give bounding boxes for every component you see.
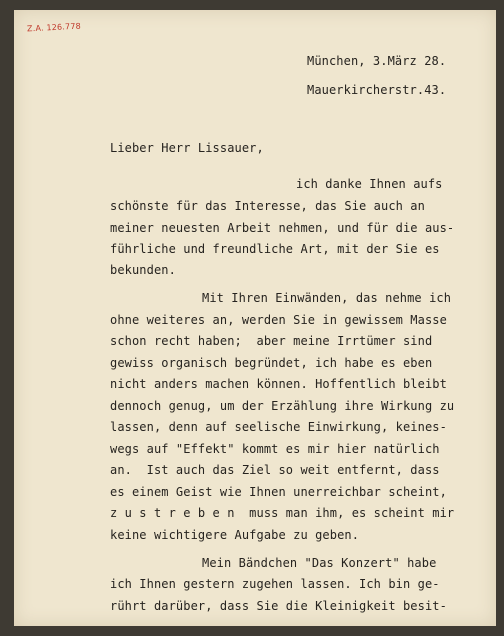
body-line: meiner neuesten Arbeit nehmen, und für die aus- [110, 221, 455, 235]
letter-page [14, 10, 496, 626]
body-line: ich danke Ihnen aufs [296, 177, 443, 191]
body-line: keine wichtigere Aufgabe zu geben. [110, 528, 360, 542]
address-line: Mauerkircherstr.43. [307, 83, 447, 97]
body-line: nicht anders machen können. Hoffentlich bleibt [110, 377, 447, 391]
body-line: Mein Bändchen "Das Konzert" habe [202, 556, 437, 570]
body-line: gewiss organisch begründet, ich habe es eben [110, 356, 433, 370]
body-line: Mit Ihren Einwänden, das nehme ich [202, 291, 452, 305]
body-line: wegs auf "Effekt" kommt es mir hier natürlich [110, 442, 440, 456]
body-line: schon recht haben; aber meine Irrtümer sind [110, 334, 433, 348]
body-line: dennoch genug, um der Erzählung ihre Wirkung zu [110, 399, 455, 413]
body-line: führliche und freundliche Art, mit der Sie es [110, 242, 440, 256]
body-line: ich Ihnen gestern zugehen lassen. Ich bin ge- [110, 577, 440, 591]
body-line: z u s t r e b e n muss man ihm, es scheint mir [110, 506, 455, 520]
body-line: an. Ist auch das Ziel so weit entfernt, dass [110, 463, 440, 477]
body-line: bekunden. [110, 263, 176, 277]
body-line: schönste für das Interesse, das Sie auch an [110, 199, 425, 213]
body-line: lassen, denn auf seelische Einwirkung, keines- [110, 420, 447, 434]
body-line: es einem Geist wie Ihnen unerreichbar scheint, [110, 485, 447, 499]
salutation: Lieber Herr Lissauer, [110, 141, 264, 155]
body-line: rührt darüber, dass Sie die Kleinigkeit besit- [110, 599, 447, 613]
body-line: ohne weiteres an, werden Sie in gewissem Masse [110, 313, 447, 327]
date-line: München, 3.März 28. [307, 54, 447, 68]
archive-shelfmark: Z.A. 126.778 [26, 21, 82, 34]
